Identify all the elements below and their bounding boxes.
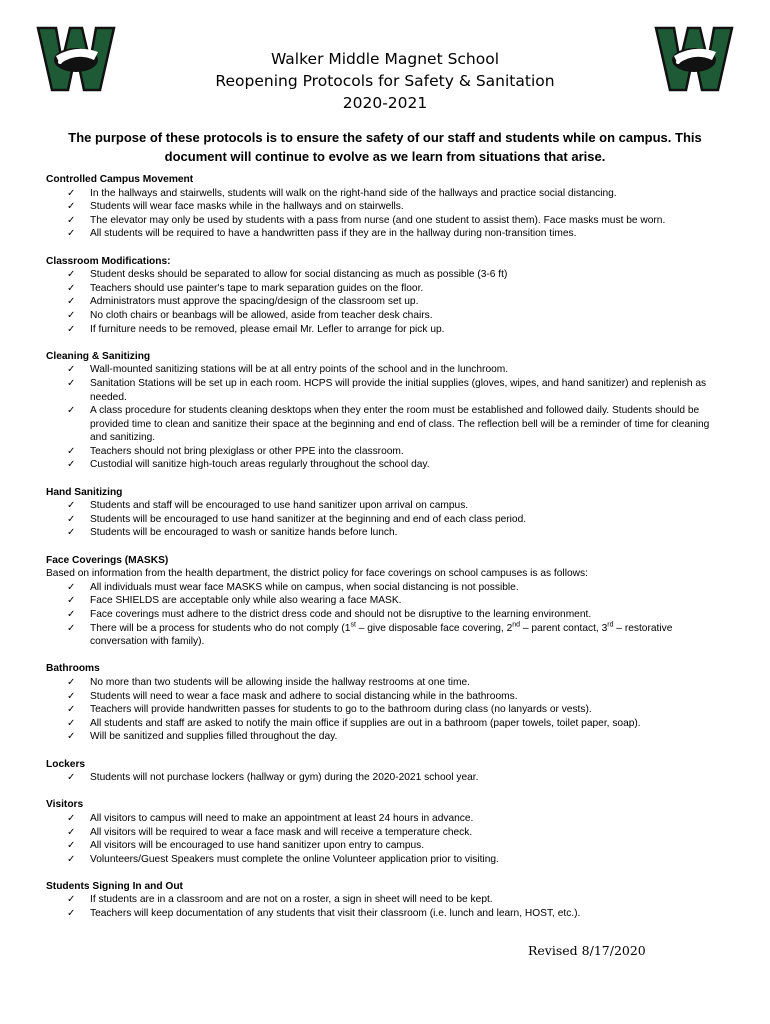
checkmark-icon: ✓	[67, 513, 76, 525]
list-item: ✓ Students and staff will be encouraged to use hand sanitizer upon arrival on campus.	[67, 500, 469, 512]
checkmark-icon: ✓	[67, 731, 76, 743]
list-item: ✓ Volunteers/Guest Speakers must complete the online Volunteer application prior to visiting.	[67, 853, 499, 865]
list-item: ✓ Face SHIELDS are acceptable only while also wearing a face MASK.	[67, 595, 402, 607]
checkmark-icon: ✓	[67, 581, 76, 593]
checkmark-icon: ✓	[67, 445, 76, 457]
checkmark-icon: ✓	[67, 840, 76, 852]
section-face-coverings	[46, 554, 726, 649]
list-item: ✓ Teachers should not bring plexiglass or other PPE into the classroom.	[67, 445, 404, 457]
checkmark-icon: ✓	[67, 676, 76, 688]
list-item: ✓ Students will be encouraged to use hand sanitizer at the beginning and end of each class period.	[67, 513, 527, 525]
list-item: ✓ Teachers will provide handwritten passes for students to go to the bathroom during class (no lanyards or vests).	[67, 704, 592, 716]
checkmark-icon: ✓	[67, 364, 76, 376]
section-title: Controlled Campus Movement	[46, 174, 194, 185]
section-title: Visitors	[46, 799, 84, 811]
list-item: ✓ All visitors will be required to wear a face mask and will receive a temperature check.	[67, 826, 473, 838]
purpose-statement: The purpose of these protocols is to ensure the safety of our staff and students while on campus. This document will continue to evolve as we learn from situations that arise.	[68, 130, 702, 164]
school-name: Walker Middle Magnet School	[270, 50, 500, 68]
checkmark-icon: ✓	[67, 323, 76, 335]
checkmark-icon: ✓	[67, 459, 76, 471]
section-title: Classroom Modifications:	[46, 255, 171, 267]
list-item: ✓ Student desks should be separated to allow for social distancing as much as possible (3-6 ft)	[67, 269, 508, 281]
checkmark-icon: ✓	[67, 772, 76, 784]
list-item: ✓ In the hallways and stairwells, students will walk on the right-hand side of the hallways and practice social distancing.	[67, 187, 617, 199]
checkmark-icon: ✓	[67, 500, 76, 512]
list-item: ✓ Students will wear face masks while in the hallways and on stairwells.	[67, 201, 404, 213]
list-item: ✓ There will be a process for students who do not comply (1st – give disposable face covering, 2nd – parent contact, 3rd – restorative conversation with family).	[67, 621, 673, 648]
checkmark-icon: ✓	[67, 690, 76, 702]
list-item: ✓ All students and staff are asked to notify the main office if supplies are out in a bathroom (paper towels, toilet paper, soap).	[67, 717, 641, 729]
section-bathrooms	[46, 662, 726, 744]
checkmark-icon: ✓	[67, 595, 76, 607]
checkmark-icon: ✓	[67, 309, 76, 321]
checkmark-icon: ✓	[67, 908, 76, 920]
list-item: ✓ Teachers will keep documentation of any students that visit their classroom (i.e. lunch and learn, HOST, etc.).	[67, 908, 581, 920]
document-title: Reopening Protocols for Safety & Sanitation	[215, 72, 555, 90]
list-item: ✓ Custodial will sanitize high-touch areas regularly throughout the school day.	[67, 459, 430, 471]
list-item: ✓ Wall-mounted sanitizing stations will be at all entry points of the school and in the lunchroom.	[67, 364, 509, 376]
checkmark-icon: ✓	[67, 228, 76, 240]
checkmark-icon: ✓	[67, 269, 76, 281]
section-cleaning-sanitizing	[46, 350, 726, 472]
list-item: ✓ A class procedure for students cleaning desktops when they enter the room must be established and followed daily. Students should be provided time to clean and sanitize their space at the beginning and end of class. The reflection bell will be a reminder of time for cleaning and sanitizing.	[67, 405, 710, 444]
list-item: ✓ Teachers should use painter's tape to mark separation guides on the floor.	[67, 282, 424, 294]
protocol-sections	[46, 173, 726, 934]
list-item: ✓ All visitors will be encouraged to use hand sanitizer upon entry to campus.	[67, 840, 425, 852]
section-title: Hand Sanitizing	[46, 486, 123, 498]
section-title: Cleaning & Sanitizing	[46, 350, 151, 362]
checkmark-icon: ✓	[67, 622, 76, 634]
list-item: ✓ All students will be required to have a handwritten pass if they are in the hallway during non-transition times.	[67, 228, 577, 240]
list-item: ✓ Sanitation Stations will be set up in each room. HCPS will provide the initial supplies (gloves, wipes, and hand sanitizer) and replenish as needed.	[67, 377, 707, 403]
checkmark-icon: ✓	[67, 826, 76, 838]
list-item: ✓ If students are in a classroom and are not on a roster, a sign in sheet will need to be kept.	[67, 894, 493, 906]
checkmark-icon: ✓	[67, 704, 76, 716]
document-header	[0, 48, 770, 114]
checkmark-icon: ✓	[67, 853, 76, 865]
list-item: ✓ Students will need to wear a face mask and adhere to social distancing while in the bathrooms.	[67, 690, 518, 702]
section-classroom-modifications	[46, 255, 726, 337]
list-item: ✓ Students will not purchase lockers (hallway or gym) during the 2020-2021 school year.	[67, 772, 479, 784]
list-item: ✓ No more than two students will be allowing inside the hallway restrooms at one time.	[67, 676, 470, 688]
checkmark-icon: ✓	[67, 405, 76, 417]
list-item: ✓ If furniture needs to be removed, please email Mr. Lefler to arrange for pick up.	[67, 323, 445, 335]
section-intro: Based on information from the health department, the district policy for face coverings on school campuses is as follows:	[46, 568, 588, 580]
checkmark-icon: ✓	[67, 214, 76, 226]
list-item: ✓ Students will be encouraged to wash or sanitize hands before lunch.	[67, 527, 398, 539]
revision-date: Revised 8/17/2020	[528, 943, 646, 958]
section-title: Face Coverings (MASKS)	[46, 554, 169, 566]
section-visitors	[46, 798, 726, 866]
checkmark-icon: ✓	[67, 717, 76, 729]
checkmark-icon: ✓	[67, 894, 76, 906]
checkmark-icon: ✓	[67, 296, 76, 308]
list-item: ✓ The elevator may only be used by students with a pass from nurse (and one student to assist them). Face masks must be worn.	[67, 214, 666, 226]
list-item: ✓ All individuals must wear face MASKS while on campus, when social distancing is not possible.	[67, 581, 519, 593]
section-title: Bathrooms	[46, 663, 100, 675]
school-year: 2020-2021	[342, 94, 428, 112]
section-title: Students Signing In and Out	[46, 880, 183, 892]
checkmark-icon: ✓	[67, 609, 76, 620]
section-lockers	[46, 758, 726, 785]
list-item: ✓ Will be sanitized and supplies filled throughout the day.	[67, 731, 338, 743]
list-item: ✓ Face coverings must adhere to the district dress code and should not be disruptive to the learning environment.	[67, 609, 592, 620]
checkmark-icon: ✓	[67, 812, 76, 824]
checkmark-icon: ✓	[67, 201, 76, 213]
section-title: Lockers	[46, 758, 86, 770]
list-item: ✓ All visitors to campus will need to make an appointment at least 24 hours in advance.	[67, 812, 474, 824]
list-item: ✓ Administrators must approve the spacing/design of the classroom set up.	[67, 296, 419, 308]
list-item: ✓ No cloth chairs or beanbags will be allowed, aside from teacher desk chairs.	[67, 309, 433, 321]
checkmark-icon: ✓	[67, 527, 76, 539]
checkmark-icon: ✓	[67, 187, 76, 199]
section-signing-in-out	[46, 880, 726, 921]
section-hand-sanitizing	[46, 486, 726, 540]
section-campus-movement	[46, 173, 726, 241]
checkmark-icon: ✓	[67, 377, 76, 389]
checkmark-icon: ✓	[67, 282, 76, 294]
